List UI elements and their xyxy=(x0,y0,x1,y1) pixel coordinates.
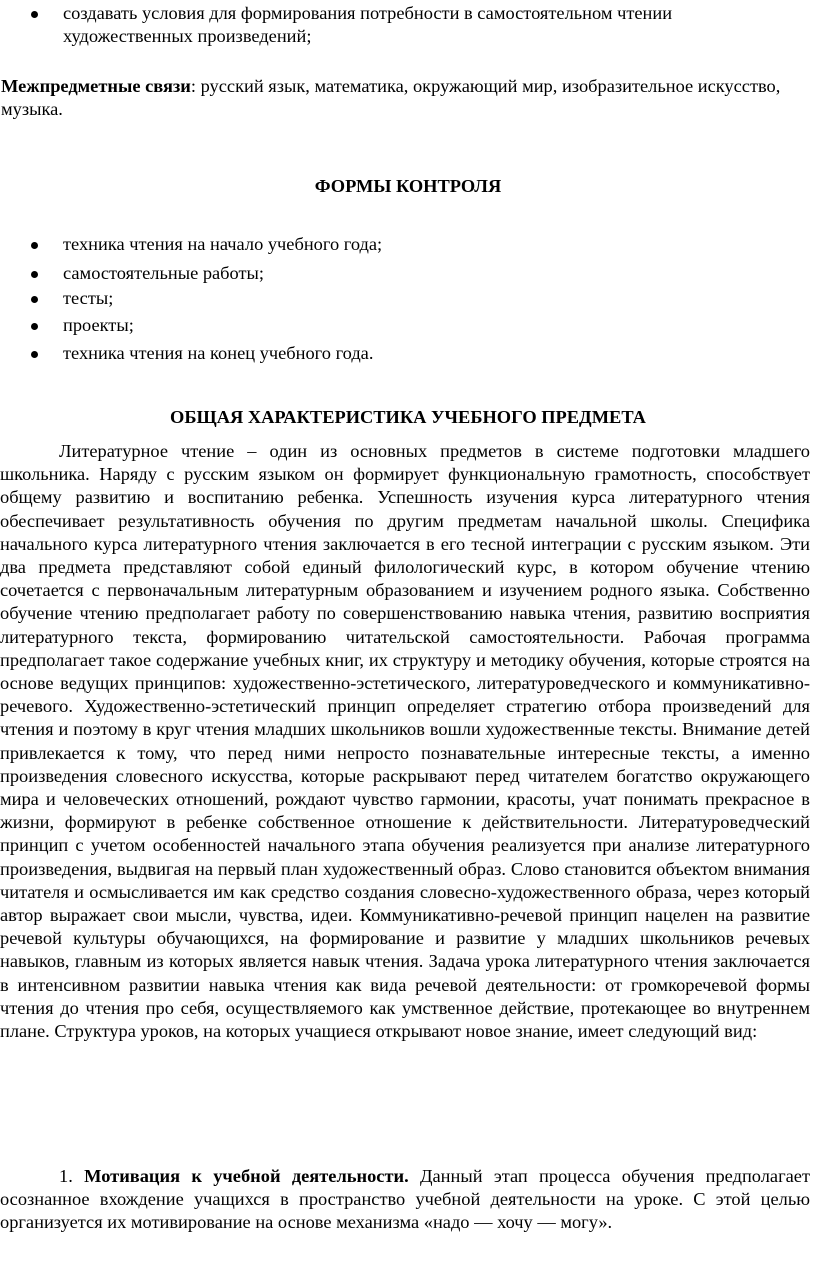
control-item-text: техника чтения на начало учебного года; xyxy=(63,234,383,254)
goal-bullet-text: создавать условия для формирования потребности в самостоятельном чтении художественных произведений; xyxy=(63,3,673,47)
general-heading: ОБЩАЯ ХАРАКТЕРИСТИКА УЧЕБНОГО ПРЕДМЕТА xyxy=(170,407,646,427)
control-item-text: проекты; xyxy=(63,315,134,335)
interdisciplinary-text: : русский язык, математика, окружающий мир, изобразительное искусство, музыка. xyxy=(1,76,781,120)
bullet-icon xyxy=(31,271,38,278)
bullet-icon xyxy=(31,242,38,249)
general-paragraph: Литературное чтение – один из основных предметов в системе подготовки младшего школьника. Наряду с русским языком он формирует функциональную грамотность, способствует общему развитию и воспитанию ребенка. Успешность изучения курса литературного чтения обеспечивает результативность обучения по другим предметам начальной школы. Специфика начального курса литературного чтения заключается в его тесной интеграции с русским языком. Эти два предмета представляют собой единый филологический курс, в котором обучение чтению сочетается с первоначальным литературным образованием и изучением родного языка. Собственно обучение чтению предполагает работу по совершенствованию навыка чтения, развитию восприятия литературного текста, формированию читательской самостоятельности. Рабочая программа предполагает такое содержание учебных книг, их структуру и методику обучения, которые строятся на основе ведущих принципов: художественно-эстетического, литературоведческого и коммуникативно-речевого. Художественно-эстетический принцип определяет стратегию отбора произведений для чтения и поэтому в круг чтения младших школьников вошли художественные тексты. Внимание детей привлекается к тому, что перед ними непросто познавательные интересные тексты, а именно произведения словесного искусства, которые раскрывают перед читателем богатство окружающего мира и человеческих отношений, рождают чувство гармонии, красоты, учат понимать прекрасное в жизни, формируют в ребенке собственное отношение к действительности. Литературоведческий принцип с учетом особенностей начального этапа обучения реализуется при анализе литературного произведения, выдвигая на первый план художественный образ. Слово становится объектом внимания читателя и осмысливается им как средство создания словесно-художественного образа, через который автор выражает свои мысли, чувства, идеи. Коммуникативно-речевой принцип нацелен на развитие речевой культуры обучающихся, на формирование и развитие у младших школьников речевых навыков, главным из которых является навык чтения. Задача урока литературного чтения заключается в интенсивном развитии навыка чтения как вида речевой деятельности: от громкоречевой формы чтения до чтения про себя, осуществляемого как умственное действие, протекающее во внутреннем плане. Структура уроков, на которых учащиеся открывают новое знание, имеет следующий вид: xyxy=(0,441,810,1042)
step-1-number: 1. xyxy=(59,1166,73,1186)
step-1-paragraph xyxy=(0,1165,810,1235)
interdisciplinary-paragraph xyxy=(1,75,813,121)
step-1-title: Мотивация к учебной деятельности. xyxy=(84,1166,409,1186)
control-item-text: тесты; xyxy=(63,288,114,308)
interdisciplinary-label: Межпредметные связи xyxy=(1,76,191,96)
bullet-icon xyxy=(31,351,38,358)
control-item-text: самостоятельные работы; xyxy=(63,263,264,283)
bullet-icon xyxy=(31,11,38,18)
bullet-icon xyxy=(31,323,38,330)
bullet-icon xyxy=(31,296,38,303)
step-1-text: Данный этап процесса обучения предполагает осознанное вхождение учащихся в пространство учебной деятельности на уроке. С этой целью организуется их мотивирование на основе механизма «надо — хочу — могу». xyxy=(0,1166,810,1233)
control-item-text: техника чтения на конец учебного года. xyxy=(63,343,374,363)
control-heading: ФОРМЫ КОНТРОЛЯ xyxy=(314,176,502,196)
